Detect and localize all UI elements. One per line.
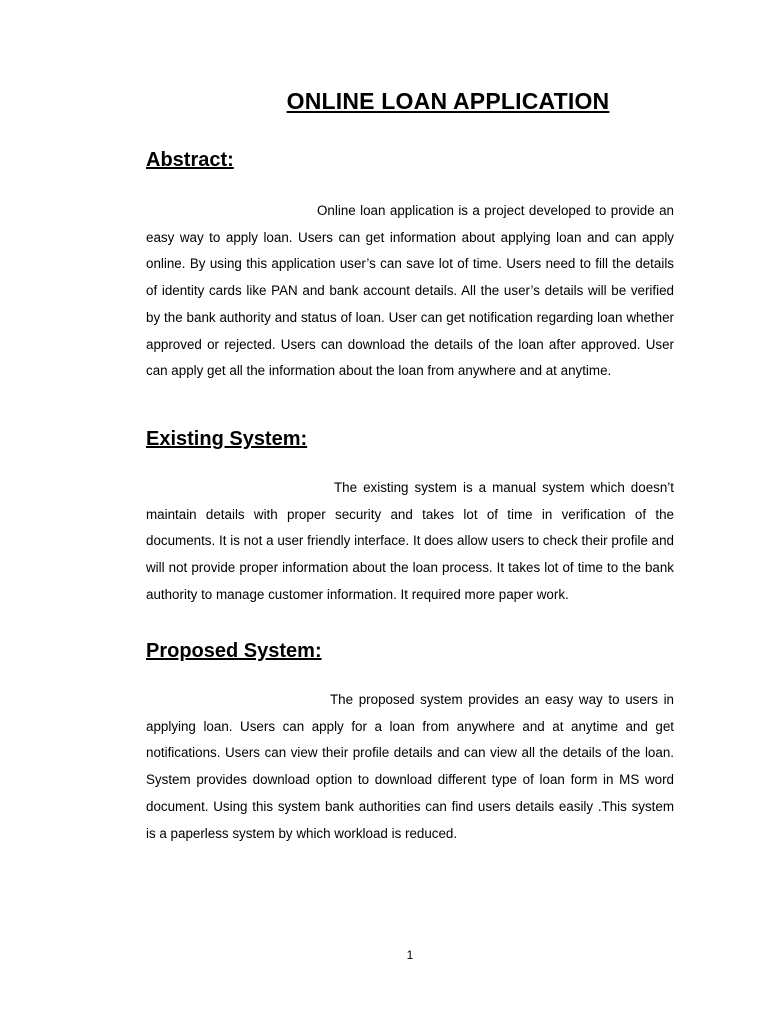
section-body-proposed-system: The proposed system provides an easy way to users in applying loan. Users can apply for a loan from anywhere and at anytime and get notifications. Users can view their profile details and can view all the details of the loan. System provides download option to download different type of loan form in MS word document. Using this system bank authorities can find users details easily .This system is a paperless system by which workload is reduced. — [146, 692, 674, 841]
section-heading-abstract: Abstract: — [146, 149, 234, 171]
section-heading-proposed-system: Proposed System: — [146, 640, 322, 662]
section-body-abstract: Online loan application is a project developed to provide an easy way to apply loan. Users can get information about applying loan and can apply online. By using this application user’s can save lot of time. Users need to fill the details of identity cards like PAN and bank account details. All the user’s details will be verified by the bank authority and status of loan. User can get notification regarding loan whether approved or rejected. Users can download the details of the loan after approved. User can apply get all the information about the loan from anywhere and at anytime. — [146, 203, 674, 379]
section-body-existing-system: The existing system is a manual system which doesn’t maintain details with proper security and takes lot of time in verification of the documents. It is not a user friendly interface. It does allow users to check their profile and will not provide proper information about the loan process. It takes lot of time to the bank authority to manage customer information. It required more paper work. — [146, 480, 674, 602]
document-title: ONLINE LOAN APPLICATION — [286, 88, 610, 114]
section-heading-existing-system: Existing System: — [146, 428, 308, 450]
page-number: 1 — [406, 948, 414, 962]
